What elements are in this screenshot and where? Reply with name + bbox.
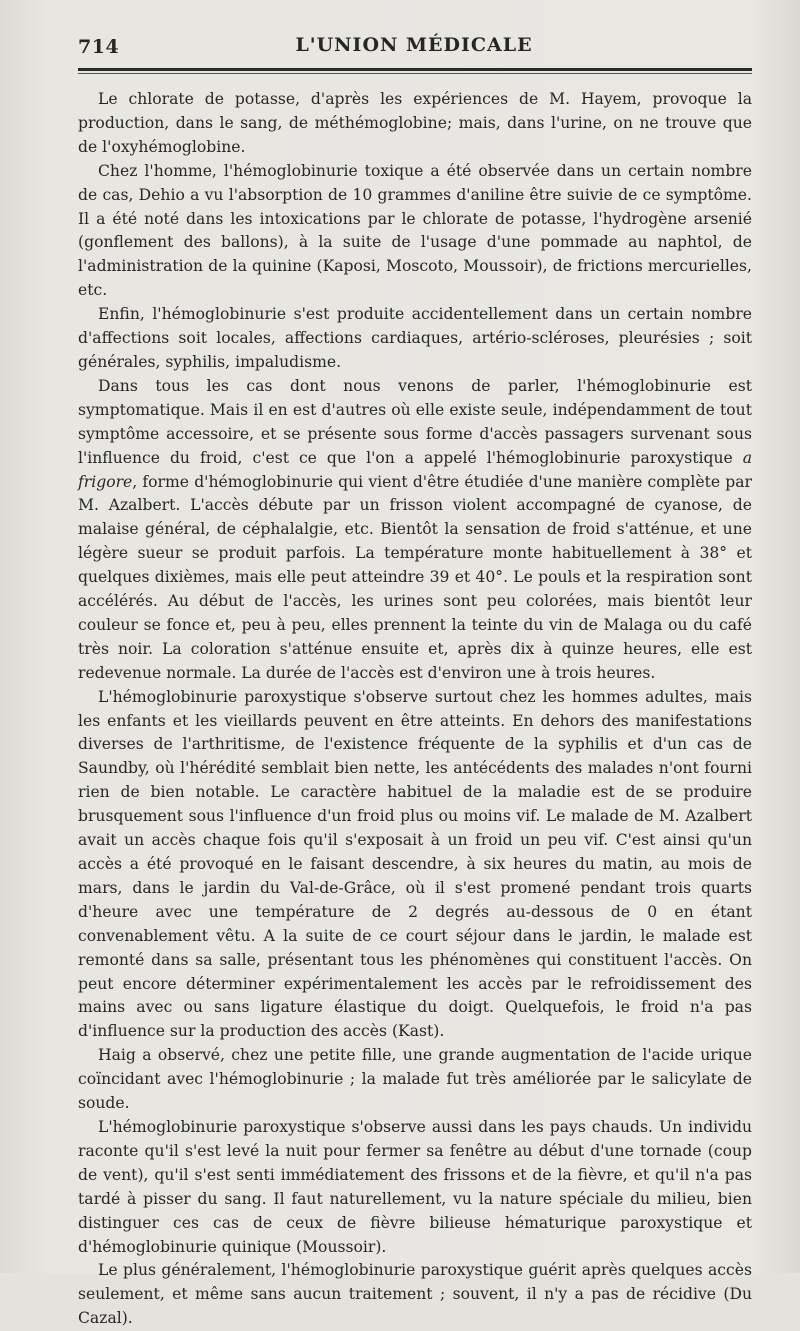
paragraph-paroxysmal-lead: Dans tous les cas dont nous venons de parler, l'hémoglobinurie est symptomatique. Mais il en est d'autres où elle existe seule, indépendamment de tout symptôme accessoire, et se présente sous forme d'accès passagers survenant sous l'influence du froid, c'est ce que l'on a appelé l'hémoglobinurie paroxystique: [78, 376, 752, 467]
paragraph-recovery: Le plus généralement, l'hémoglobinurie paroxystique guérit après quelques accès seulement, et même sans aucun traitement ; souvent, il n'y a pas de récidive (Du Cazal).: [78, 1261, 752, 1328]
paragraph-chlorate: Le chlorate de potasse, d'après les expériences de M. Hayem, provoque la production, dans le sang, de méthémoglobine; mais, dans l'urine, on ne trouve que de l'oxyhémoglobine.: [78, 90, 752, 156]
paragraph-haig: Haig a observé, chez une petite fille, une grande augmentation de l'acide urique coïncidant avec l'hémoglobinurie ; la malade fut très améliorée par le salicylate de soude.: [78, 1046, 752, 1113]
a-frigore-italic: a frigore: [78, 448, 753, 491]
running-header: [78, 32, 750, 68]
paragraph-paroxysmal-rest: , forme d'hémoglobinurie qui vient d'être étudiée d'une manière complète par M. Azalbert. L'accès débute par un frisson violent accompagné de cyanose, de malaise général, de céphalalgie, etc. Bientôt la sensation de froid s'atténue, et une légère sueur se produit parfois. La température monte habituellement à 38° et quelques dixièmes, mais elle peut atteindre 39 et 40°. Le pouls et la respiration sont accélérés. Au début de l'accès, les urines sont peu colorées, mais bientôt leur couleur se fonce et, peu à peu, elles prennent la teinte du vin de Malaga ou du café très noir. La coloration s'atténue ensuite et, après dix à quinze heures, elle est redevenue normale. La durée de l'accès est d'environ une à trois heures.: [78, 472, 752, 682]
paragraph-adults-cold: L'hémoglobinurie paroxystique s'observe surtout chez les hommes adultes, mais les enfants et les vieillards peuvent en être atteints. En dehors des manifestations diverses de l'arthritisme, de l'existence fréquente de la syphilis et d'un cas de Saundby, où l'hérédité semblait bien nette, les antécédents des malades n'ont fourni rien de bien notable. Le caractère habituel de la maladie est de se produire brusquement sous l'influence d'un froid plus ou moins vif. Le malade de M. Azalbert avait un accès chaque fois qu'il s'exposait à un froid un peu vif. C'est ainsi qu'un accès a été provoqué en le faisant descendre, à six heures du matin, au mois de mars, dans le jardin du Val-de-Grâce, où il s'est promené pendant trois quarts d'heure avec une température de 2 degrés au-dessous de 0 en étant convenablement vêtu. A la suite de ce court séjour dans le jardin, le malade est remonté dans sa salle, présentant tous les phénomènes qui constituent l'accès. On peut encore déterminer expérimentalement les accès par le refroidissement des mains avec ou sans ligature élastique du doigt. Quelquefois, le froid n'a pas d'influence sur la production des accès (Kast).: [78, 687, 752, 1041]
header-rule-thin: [78, 73, 752, 74]
paragraph-paroxysmal: [78, 375, 752, 686]
running-title: L'UNION MÉDICALE: [295, 34, 533, 56]
header-rule: [78, 68, 752, 71]
paragraph-hot-countries: L'hémoglobinurie paroxystique s'observe aussi dans les pays chauds. Un individu raconte qu'il s'est levé la nuit pour fermer sa fenêtre au début d'une tornade (coup de vent), qu'il s'est senti immédiatement des frissons et de la fièvre, et qu'il n'a pas tardé à pisser du sang. Il faut naturellement, vu la nature spéciale du milieu, bien distinguer ces cas de ceux de fièvre bilieuse hématurique paroxystique et d'hémoglobinurie quinique (Moussoir).: [78, 1117, 752, 1256]
paragraph-toxic-hemoglobinuria: Chez l'homme, l'hémoglobinurie toxique a été observée dans un certain nombre de cas, Dehio a vu l'absorption de 10 grammes d'aniline être suivie de ce symptôme. Il a été noté dans les intoxications par le chlorate de potasse, l'hydrogène arsenié (gonflement des ballons), à la suite de l'usage d'une pommade au naphtol, de l'administration de la quinine (Kaposi, Moscoto, Moussoir), de frictions mercurielles, etc.: [78, 161, 752, 300]
paragraph-accidental: Enfin, l'hémoglobinurie s'est produite accidentellement dans un certain nombre d'affections soit locales, affections cardiaques, artério-scléroses, pleurésies ; soit générales, syphilis, impaludisme.: [78, 305, 752, 371]
article-body: [78, 88, 752, 1331]
page-number: 714: [78, 36, 120, 58]
